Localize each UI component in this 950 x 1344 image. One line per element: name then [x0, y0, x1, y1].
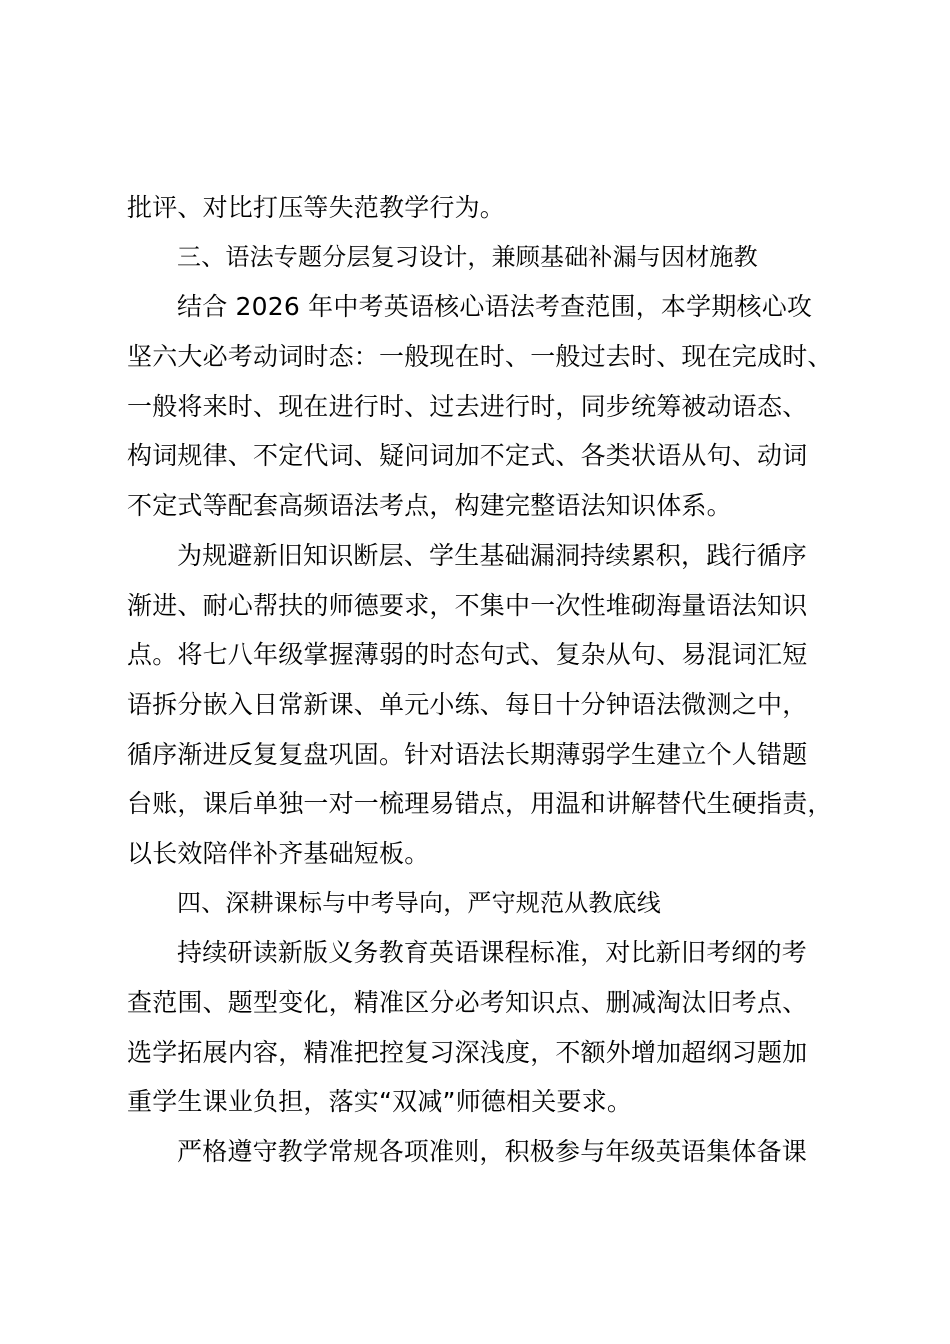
paragraph-line: 坚六大必考动词时态：一般现在时、一般过去时、现在完成时、: [127, 342, 833, 372]
paragraph-line: 一般将来时、现在进行时、过去进行时，同步统筹被动语态、: [127, 391, 808, 421]
paragraph-line: 不定式等配套高频语法考点，构建完整语法知识体系。: [127, 491, 732, 521]
paragraph-line: 持续研读新版义务教育英语课程标准，对比新旧考纲的考: [177, 938, 808, 968]
paragraph-line: 语拆分嵌入日常新课、单元小练、每日十分钟语法微测之中，: [127, 689, 808, 719]
paragraph-line: 为规避新旧知识断层、学生基础漏洞持续累积，践行循序: [177, 540, 808, 570]
paragraph-line: 结合 2026 年中考英语核心语法考查范围，本学期核心攻: [177, 292, 813, 322]
paragraph-line: 严格遵守教学常规各项准则，积极参与年级英语集体备课: [177, 1137, 808, 1167]
paragraph-line: 重学生课业负担，落实“双减”师德相关要求。: [127, 1087, 633, 1117]
paragraph-line: 台账，课后单独一对一梳理易错点，用温和讲解替代生硬指责，: [127, 789, 833, 819]
section-heading-line: 四、深耕课标与中考导向，严守规范从教底线: [177, 888, 661, 917]
paragraph-line: 点。将七八年级掌握薄弱的时态句式、复杂从句、易混词汇短: [127, 640, 808, 670]
document-body: [127, 183, 863, 1177]
paragraph-line: 查范围、题型变化，精准区分必考知识点、删减淘汰旧考点、: [127, 988, 808, 1017]
paragraph-line: 构词规律、不定代词、疑问词加不定式、各类状语从句、动词: [127, 441, 808, 471]
paragraph-line: 循序渐进反复复盘巩固。针对语法长期薄弱学生建立个人错题: [127, 739, 808, 769]
paragraph-line: 渐进、耐心帮扶的师德要求，不集中一次性堆砌海量语法知识: [127, 590, 808, 620]
paragraph-line: 选学拓展内容，精准把控复习深浅度，不额外增加超纲习题加: [127, 1037, 808, 1067]
paragraph-line: 以长效陪伴补齐基础短板。: [127, 838, 430, 868]
paragraph-line: 批评、对比打压等失范教学行为。: [127, 193, 506, 222]
section-heading-line: 三、语法专题分层复习设计，兼顾基础补漏与因材施教: [177, 242, 758, 271]
